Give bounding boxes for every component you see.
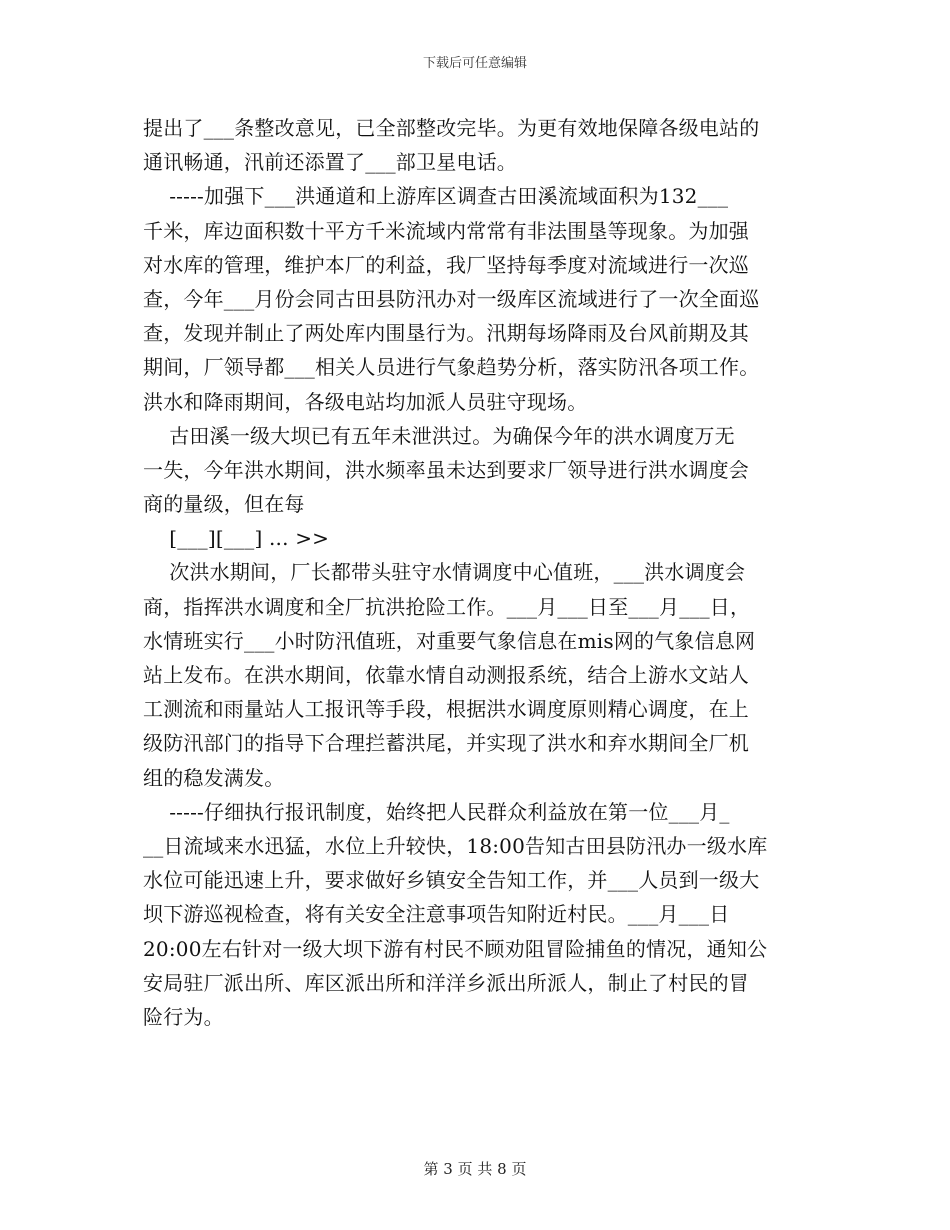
text-line: 通讯畅通，汛前还添置了___部卫星电话。 bbox=[143, 150, 517, 175]
text-line: 商，指挥洪水调度和全厂抗洪抢险工作。___月___日至___月___日， bbox=[143, 594, 751, 619]
text-line: 组的稳发满发。 bbox=[143, 765, 285, 790]
pagination-link[interactable]: [___][___] ... >> bbox=[143, 526, 330, 551]
text-line: -----加强下___洪通道和上游库区调查古田溪流域面积为132___ bbox=[143, 184, 729, 209]
text-line: 工测流和雨量站人工报讯等手段，根据洪水调度原则精心调度，在上 bbox=[143, 697, 749, 722]
text-line: 洪水和降雨期间，各级电站均加派人员驻守现场。 bbox=[143, 389, 588, 414]
text-line: 水情班实行___小时防汛值班，对重要气象信息在mis网的气象信息网 bbox=[143, 628, 756, 653]
text-line: 对水库的管理，维护本厂的利益，我厂坚持每季度对流域进行一次巡 bbox=[143, 252, 749, 277]
text-line: 20:00左右针对一级大坝下游有村民不顾劝阻冒险捕鱼的情况，通知公 bbox=[143, 936, 768, 961]
text-line: 险行为。 bbox=[143, 1004, 224, 1029]
text-line: 古田溪一级大坝已有五年未泄洪过。为确保今年的洪水调度万无 bbox=[143, 423, 735, 448]
text-line: 水位可能迅速上升，要求做好乡镇安全告知工作，并___人员到一级大 bbox=[143, 868, 760, 893]
text-line: 级防汛部门的指导下合理拦蓄洪尾，并实现了洪水和弃水期间全厂机 bbox=[143, 731, 749, 756]
text-line: 千米，库边面积数十平方千米流域内常常有非法围垦等现象。为加强 bbox=[143, 218, 749, 243]
text-line: 商的量级，但在每 bbox=[143, 492, 305, 517]
text-line: 安局驻厂派出所、库区派出所和洋洋乡派出所派人，制止了村民的冒 bbox=[143, 970, 749, 995]
text-line: __日流域来水迅猛，水位上升较快，18:00告知古田县防汛办一级水库 bbox=[143, 833, 768, 858]
page-number: 第 3 页 共 8 页 bbox=[423, 1160, 527, 1178]
text-line: 期间，厂领导都___相关人员进行气象趋势分析，落实防汛各项工作。 bbox=[143, 355, 760, 380]
page-header: 下载后可任意编辑 bbox=[422, 56, 527, 71]
text-line: 次洪水期间，厂长都带头驻守水情调度中心值班，___洪水调度会 bbox=[143, 560, 746, 585]
text-line: 提出了___条整改意见，已全部整改完毕。为更有效地保障各级电站的 bbox=[143, 116, 760, 140]
text-line: 一失，今年洪水期间，洪水频率虽未达到要求厂领导进行洪水调度会 bbox=[143, 457, 749, 482]
text-line: 查，今年___月份会同古田县防汛办对一级库区流域进行了一次全面巡 bbox=[143, 286, 760, 311]
text-line: -----仔细执行报讯制度，始终把人民群众利益放在第一位___月_ bbox=[143, 799, 730, 824]
text-line: 站上发布。在洪水期间，依靠水情自动测报系统，结合上游水文站人 bbox=[143, 663, 749, 687]
text-line: 坝下游巡视检查，将有关安全注意事项告知附近村民。___月___日 bbox=[143, 902, 730, 927]
document-body bbox=[143, 111, 815, 1034]
text-line: 查，发现并制止了两处库内围垦行为。汛期每场降雨及台风前期及其 bbox=[143, 321, 749, 346]
